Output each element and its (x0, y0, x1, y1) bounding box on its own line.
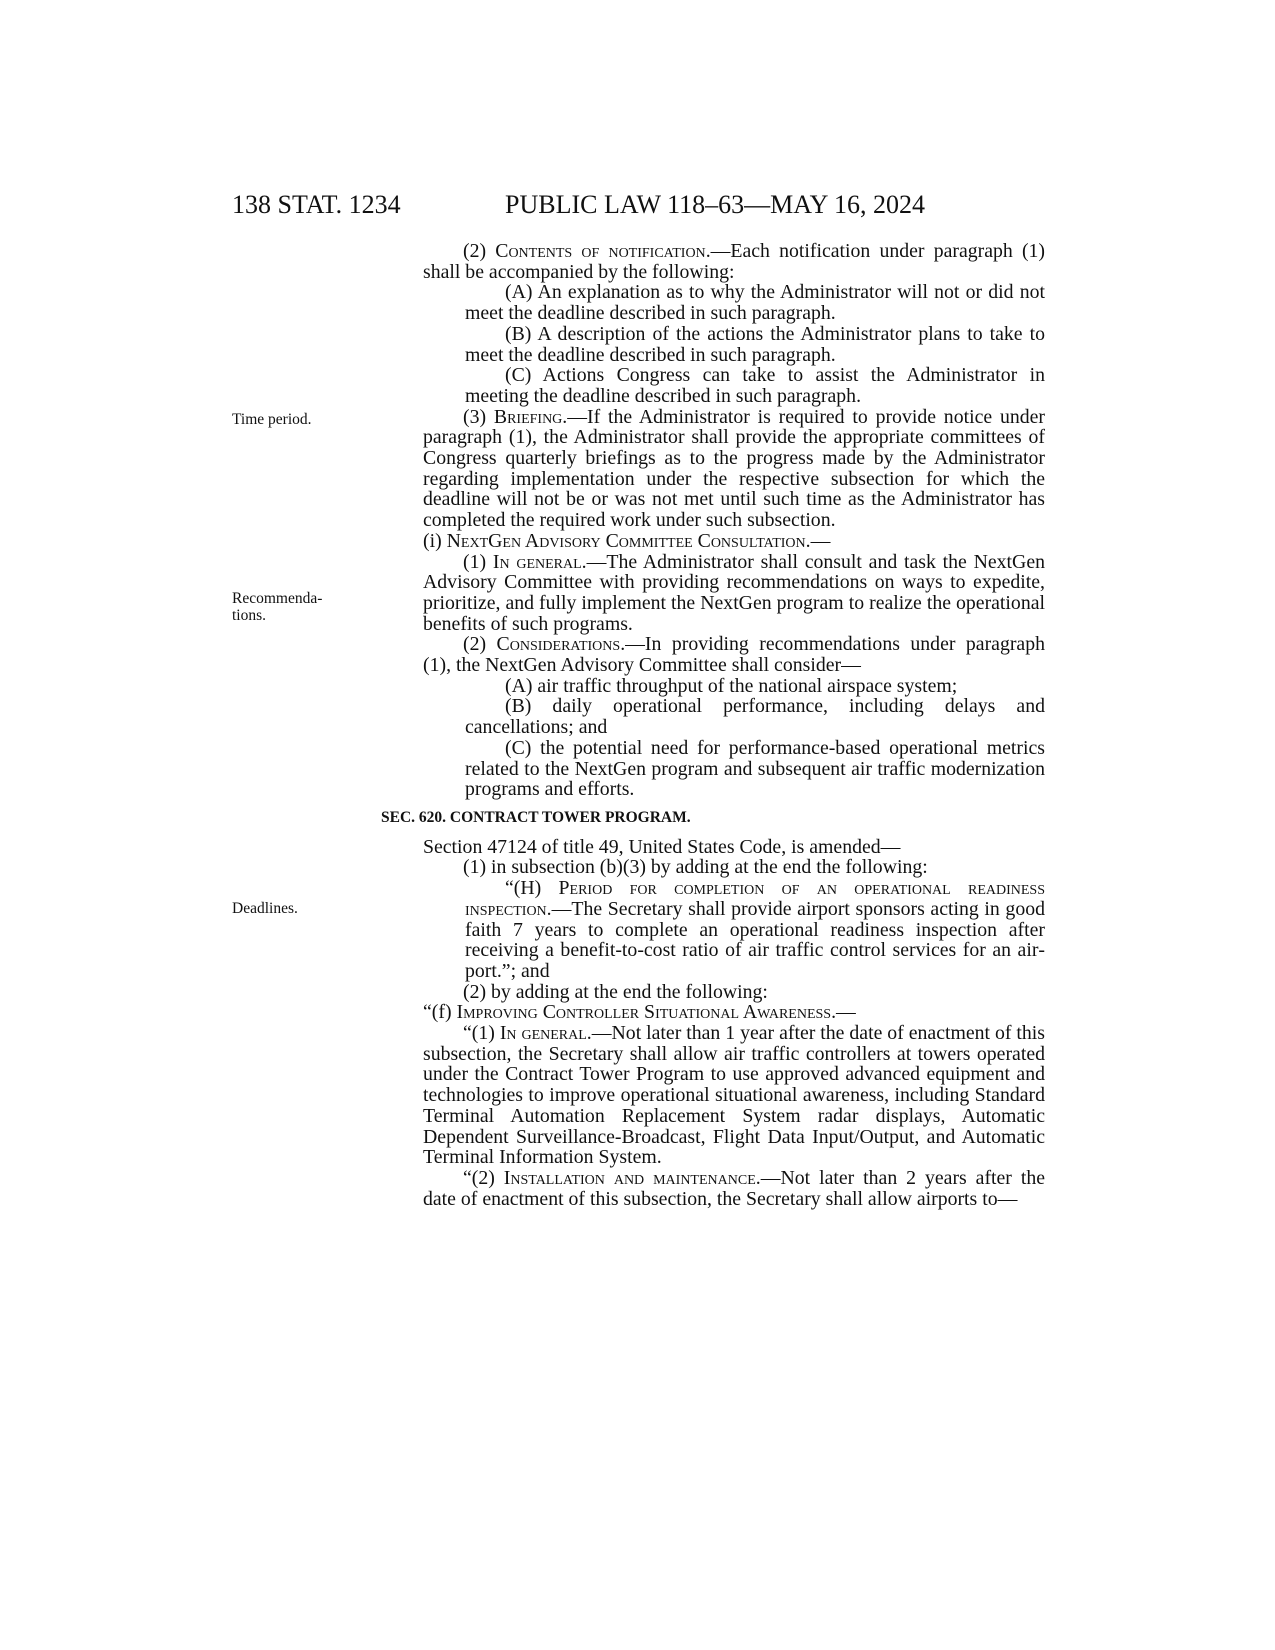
paragraph-heading: Considerations (496, 633, 621, 656)
margin-note-line: Recommenda- (232, 590, 323, 607)
paragraph-heading: Briefing (493, 405, 563, 428)
paragraph-number: (2) (463, 633, 497, 656)
paragraph-number: “(H) (505, 877, 559, 900)
subsection-dash: .— (831, 1001, 856, 1024)
subparagraph-c: (C) the potential need for performance-based operational metrics related to the NextGen program and subsequent air traffic modernization programs and efforts. (465, 736, 1045, 801)
paragraph-heading: In general (492, 550, 582, 573)
subsection-heading: Improving Controller Situational Awareness (456, 1001, 832, 1024)
statute-page-number: 138 STAT. 1234 (232, 190, 401, 219)
document-body (381, 240, 1046, 1210)
paragraph-heading: In general (499, 1022, 587, 1045)
subsection-heading: NextGen Advisory Committee Consultation (446, 529, 806, 552)
paragraph-number: (2) (463, 240, 496, 262)
paragraph-contents-of-notification (423, 241, 1045, 282)
amendment-item-2: (2) by adding at the end the following: (463, 980, 768, 1003)
paragraph-number: (3) (463, 405, 494, 428)
paragraph-installation-and-maintenance (423, 1168, 1045, 1209)
subsection-number: “(f) (423, 1001, 457, 1024)
paragraph-text: .—Not later than 1 year after the date of enactment of this subsection, the Secretary shall allow air traffic controllers at towers operated under the Contract Tower Program to use approved advanced equipment and technologies to improve operational situational awareness, including Standard Terminal Automation Replacement System radar displays, Automatic Dependent Surveillance-Broadcast, Flight Data Input/Output, and Automatic Terminal Information System. (423, 1022, 1045, 1169)
paragraph-text: .—Each notification under paragraph (1) shall be accompanied by the following: (423, 240, 1046, 283)
paragraph-text: .—The Secretary shall provide airport sponsors acting in good faith 7 years to complete an operational readiness inspection after receiving a benefit-to-cost ratio of air traffic control services for an airport.”; and (465, 897, 1045, 982)
paragraph-heading: Period for completion of an operational readiness inspection (465, 877, 1046, 920)
paragraph-text: .—In providing recommendations under paragraph (1), the NextGen Advisory Committee shall consider— (423, 633, 1045, 677)
amendment-item-1: (1) in subsection (b)(3) by adding at the end the following: (463, 856, 928, 879)
subparagraph-b: (B) A description of the actions the Administrator plans to take to meet the deadline described in such paragraph. (465, 322, 1045, 366)
paragraph-number: (1) (463, 550, 493, 573)
section-heading: SEC. 620. CONTRACT TOWER PROGRAM. (381, 808, 691, 826)
margin-note-time-period: Time period. (232, 411, 312, 428)
paragraph-text: .—If the Administrator is required to provide notice under paragraph (1), the Administrator shall provide the appropriate committees of Congress quarterly briefings as to the progress made by the Administrator regarding implementation under the respective subsection for which the deadline will not be or was not met until such time as the Administrator has completed the required work under such subsection. (423, 405, 1045, 532)
paragraph-in-general (423, 1023, 1045, 1168)
margin-note-line: tions. (232, 607, 267, 624)
subsection-i-heading (423, 531, 1045, 552)
margin-note-recommendations (232, 590, 322, 624)
subsection-dash: .— (805, 529, 831, 552)
section-intro: Section 47124 of title 49, United States Code, is amended— (423, 835, 901, 858)
paragraph-briefing (423, 407, 1045, 531)
paragraph-heading: Contents of notification (495, 240, 706, 262)
paragraph-text: .—The Administrator shall consult and task the NextGen Advisory Committee with providing recommendations on ways to expedite, prioritize, and fully implement the NextGen program to realize the operational benefits of such programs. (423, 550, 1046, 635)
subparagraph-b: (B) daily operational performance, including delays and cancellations; and (465, 695, 1045, 739)
subparagraph-a: (A) An explanation as to why the Administrator will not or did not meet the deadline described in such paragraph. (465, 281, 1045, 325)
margin-note-deadlines: Deadlines. (232, 900, 298, 917)
paragraph-text: .—Not later than 2 years after the date of enactment of this subsection, the Secretary shall allow airports to— (423, 1166, 1045, 1210)
paragraph-number: “(2) (463, 1166, 504, 1189)
paragraph-number: “(1) (463, 1022, 500, 1045)
public-law-header: PUBLIC LAW 118–63—MAY 16, 2024 (505, 190, 925, 219)
subparagraph-a: (A) air traffic throughput of the national airspace system; (505, 674, 958, 697)
paragraph-heading: Installation and maintenance (503, 1166, 756, 1189)
paragraph-considerations (423, 634, 1045, 675)
paragraph-in-general (423, 552, 1045, 635)
inserted-subsection-f (423, 1002, 1045, 1023)
subsection-number: (i) (423, 529, 447, 552)
inserted-subparagraph-h (423, 878, 1045, 982)
subparagraph-c: (C) Actions Congress can take to assist the Administrator in meeting the deadline described in such paragraph. (465, 364, 1045, 407)
